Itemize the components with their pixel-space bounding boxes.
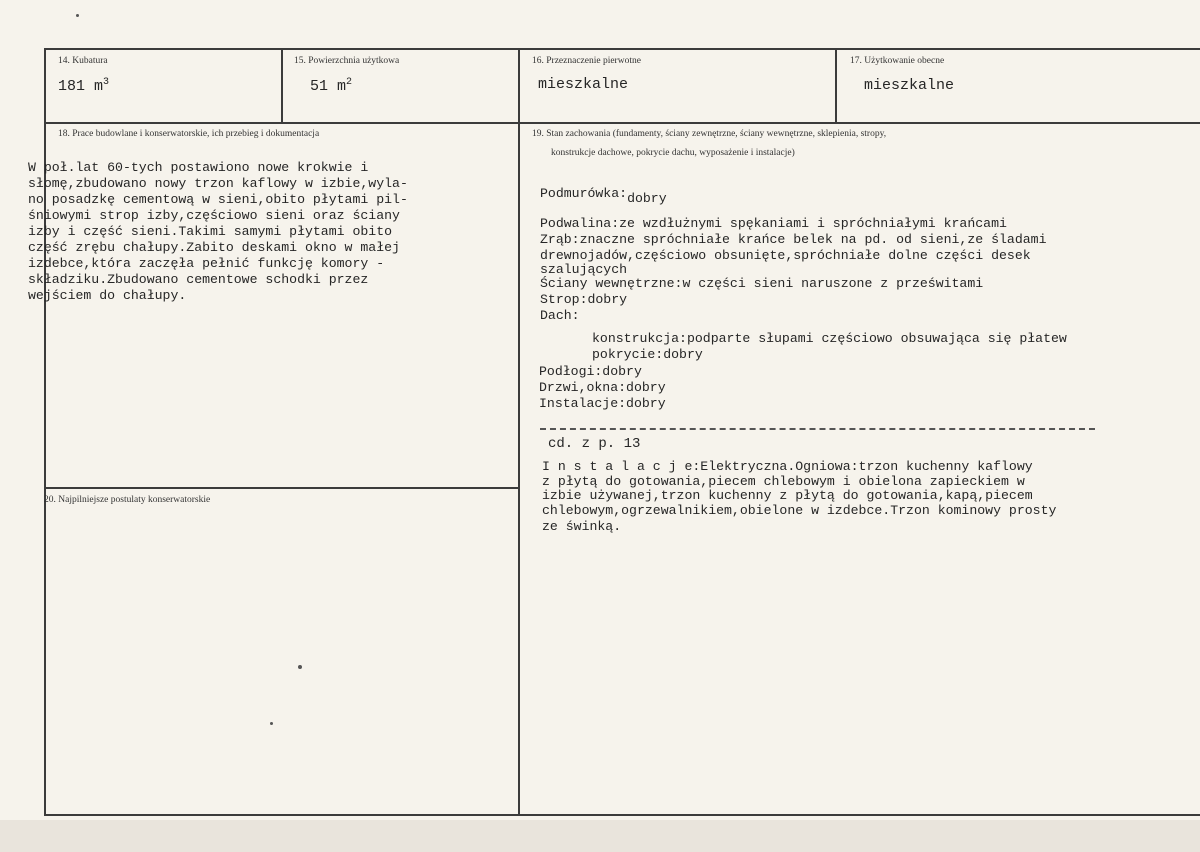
form-col-divider-1 (281, 48, 283, 122)
stan-zrab-line: szalujących (540, 262, 628, 277)
text-line: izby i część sieni.Takimi samymi płytami obito (28, 224, 393, 239)
text-line: wejściem do chałupy. (28, 288, 187, 303)
text-line: chlebowym,ogrzewalnikiem,obielone w izdebce.Trzon kominowy prosty (542, 503, 1057, 518)
text-line: śniowymi strop izby,częściowo sieni oraz ściany (28, 208, 400, 223)
stan-zrab-line: Zrąb:znaczne spróchniałe krańce belek na pd. od sieni,ze śladami (540, 232, 1047, 247)
form-col-divider-2 (518, 48, 520, 814)
stan-drzwi: Drzwi,okna:dobry (539, 380, 666, 395)
stan-pokrycie: pokrycie:dobry (592, 347, 703, 362)
stan-strop: Strop:dobry (540, 292, 628, 307)
stan-zrab-line: drewnojadów,częściowo obsunięte,spróchniałe dolne części desek (540, 248, 1031, 263)
field-label-powierzchnia: 15. Powierzchnia użytkowa (294, 56, 400, 66)
form-row-divider (44, 122, 1200, 124)
stan-details (540, 216, 1046, 324)
text-line: izdebce,która zaczęła pełnić funkcję komory - (28, 256, 385, 271)
stan-dach: Dach: (540, 308, 580, 323)
page-bottom-edge (0, 820, 1200, 852)
stan-podlogi: Podłogi:dobry (539, 364, 642, 379)
form-col-divider-3 (835, 48, 837, 122)
text-line: no posadzkę cementową w sieni,obito płytami pil- (28, 192, 408, 207)
field-value-przeznaczenie: mieszkalne (538, 76, 629, 93)
paper-speck (298, 665, 302, 669)
field-label-kubatura: 14. Kubatura (58, 56, 108, 66)
text-line: część zrębu chałupy.Zabito deskami okno w małej (28, 240, 400, 255)
continued-from-note: cd. z p. 13 (548, 436, 641, 452)
stan-podmurowka: Podmurówka:dobry (540, 186, 667, 206)
prace-text (28, 160, 408, 304)
form-bottom-border (44, 814, 1200, 816)
stan-podwalina: Podwalina:ze wzdłużnymi spękaniami i spróchniałymi krańcami (540, 216, 1007, 231)
field-label-uzytkowanie: 17. Użytkowanie obecne (850, 56, 945, 66)
stan-konstrukcja: konstrukcja:podparte słupami częściowo obsuwająca się płatew (592, 331, 1067, 346)
text-line: ze świnką. (542, 519, 622, 534)
text-line: słomę,zbudowano nowy trzon kaflowy w izbie,wyla- (28, 176, 408, 191)
form-section-divider (44, 487, 518, 489)
stan-instalacje: Instalacje:dobry (539, 396, 666, 411)
field-value-powierzchnia: 51 $m^2$ (310, 77, 353, 95)
field-label-przeznaczenie: 16. Przeznaczenie pierwotne (532, 56, 641, 66)
paper-speck (270, 722, 273, 725)
paper-speck (76, 14, 79, 17)
form-top-border (44, 48, 1200, 50)
section-label-stan-line1: 19. Stan zachowania (fundamenty, ściany zewnętrzne, ściany wewnętrzne, sklepienia, stropy, (532, 129, 887, 139)
text-line: składziku.Zbudowano cementowe schodki przez (28, 272, 369, 287)
dashed-separator (540, 428, 1095, 430)
text-line: I n s t a l a c j e:Elektryczna.Ogniowa:trzon kuchenny kaflowy (542, 459, 1033, 474)
section-label-prace: 18. Prace budowlane i konserwatorskie, ich przebieg i dokumentacja (58, 129, 320, 139)
text-line: W poł.lat 60-tych postawiono nowe krokwie i (28, 160, 369, 175)
field-value-kubatura: 181 $m^3$ (58, 77, 110, 95)
text-line: izbie używanej,trzon kuchenny z płytą do gotowania,kapą,piecem (542, 488, 1033, 503)
field-value-uzytkowanie: mieszkalne (864, 77, 955, 94)
stan-sciany: Ściany wewnętrzne:w części sieni naruszone z prześwitami (540, 276, 984, 291)
stan-lower (539, 364, 666, 412)
section-label-stan-line2: konstrukcje dachowe, pokrycie dachu, wyposażenie i instalacje) (551, 148, 795, 158)
instalacje-detail (542, 459, 1056, 535)
text-line: z płytą do gotowania,piecem chlebowym i obielona zapieckiem w (542, 474, 1025, 489)
section-label-postulaty: 20. Najpilniejsze postulaty konserwatorskie (44, 495, 211, 505)
